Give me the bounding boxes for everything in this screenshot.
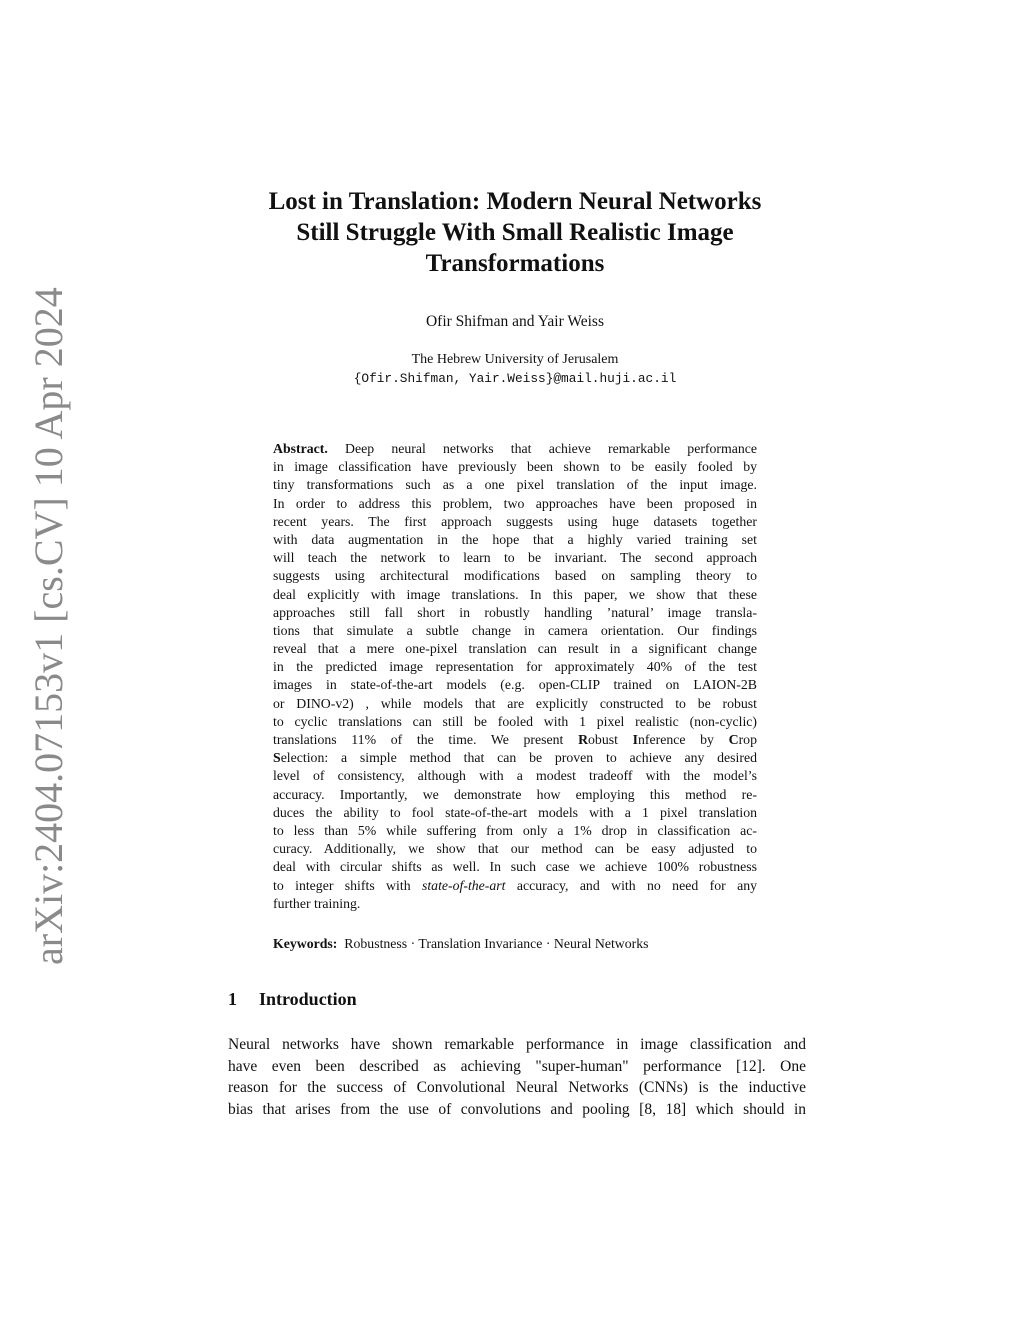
- title-line: Transformations: [425, 250, 605, 277]
- abstract-label: Abstract.: [273, 441, 328, 456]
- introduction-paragraph: [228, 1034, 806, 1120]
- abstract-line: suggests using architectural modifications based on sampling theory to: [273, 568, 757, 584]
- abstract-line: to less than 5% while suffering from only a 1% drop in classification ac-: [273, 822, 757, 838]
- title-line: Still Struggle With Small Realistic Image: [296, 219, 734, 246]
- abstract-line: in the predicted image representation for approximately 40% of the test: [273, 659, 757, 675]
- abstract-line: Selection: a simple method that can be proven to achieve any desired: [273, 750, 757, 766]
- author-list: Ofir Shifman and Yair Weiss: [425, 313, 604, 330]
- abstract-line: images in state-of-the-art models (e.g. open-CLIP trained on LAION-2B: [273, 677, 757, 693]
- abstract-line: tiny transformations such as a one pixel translation of the input image.: [273, 477, 757, 493]
- abstract-line: will teach the network to learn to be invariant. The second approach: [273, 550, 757, 566]
- affiliation-block: [200, 350, 830, 388]
- abstract-line: In order to address this problem, two approaches have been proposed in: [273, 495, 757, 511]
- abstract-line: Abstract. Deep neural networks that achieve remarkable performance: [273, 441, 758, 456]
- institution: The Hebrew University of Jerusalem: [411, 352, 619, 367]
- abstract-line: with data augmentation in the hope that a highly varied training set: [273, 531, 757, 547]
- author-emails: {Ofir.Shifman, Yair.Weiss}@mail.huji.ac.il: [353, 371, 677, 386]
- abstract-line: recent years. The first approach suggests using huge datasets together: [273, 513, 757, 529]
- body-line: reason for the success of Convolutional Neural Networks (CNNs) is the inductive: [228, 1079, 806, 1096]
- abstract: [273, 440, 757, 913]
- abstract-line: further training.: [273, 895, 361, 911]
- section-heading-introduction: [228, 989, 357, 1010]
- keywords-label: Keywords:: [273, 936, 338, 951]
- arxiv-identifier-stamp: arXiv:2404.07153v1 [cs.CV] 10 Apr 2024: [26, 287, 71, 965]
- body-line: have even been described as achieving "super-human" performance [12]. One: [228, 1057, 806, 1075]
- paper-title: [200, 186, 830, 279]
- abstract-line: to cyclic translations can still be fooled with 1 pixel realistic (non-cyclic): [273, 713, 757, 729]
- body-line: Neural networks have shown remarkable performance in image classification and: [228, 1036, 806, 1053]
- body-line: bias that arises from the use of convolutions and pooling [8, 18] which should in: [228, 1100, 806, 1118]
- abstract-line: to integer shifts with state-of-the-art accuracy, and with no need for any: [273, 877, 757, 893]
- abstract-line: tions that simulate a subtle change in camera orientation. Our findings: [273, 622, 757, 638]
- title-line: Lost in Translation: Modern Neural Networks: [268, 188, 762, 215]
- section-number: 1: [228, 989, 237, 1009]
- abstract-line: deal with circular shifts as well. In such case we achieve 100% robustness: [273, 859, 757, 875]
- abstract-line: or DINO-v2) , while models that are explicitly constructed to be robust: [273, 695, 757, 711]
- abstract-line: in image classification have previously been shown to be easily fooled by: [273, 459, 757, 475]
- keywords: [273, 935, 757, 953]
- keywords-list: Robustness · Translation Invariance · Neural Networks: [344, 936, 649, 951]
- section-title: Introduction: [259, 989, 357, 1009]
- abstract-line: level of consistency, although with a modest tradeoff with the model’s: [273, 768, 757, 784]
- abstract-line: translations 11% of the time. We present Robust Inference by Crop: [273, 732, 757, 747]
- abstract-line: accuracy. Importantly, we demonstrate how employing this method re-: [273, 786, 757, 802]
- abstract-line: duces the ability to fool state-of-the-art models with a 1 pixel translation: [273, 804, 757, 820]
- abstract-line: curacy. Additionally, we show that our method can be easy adjusted to: [273, 841, 757, 857]
- abstract-line: deal explicitly with image translations. In this paper, we show that these: [273, 586, 757, 602]
- abstract-line: reveal that a mere one-pixel translation can result in a significant change: [273, 641, 757, 657]
- abstract-line: approaches still fall short in robustly handling ’natural’ image transla-: [273, 604, 757, 620]
